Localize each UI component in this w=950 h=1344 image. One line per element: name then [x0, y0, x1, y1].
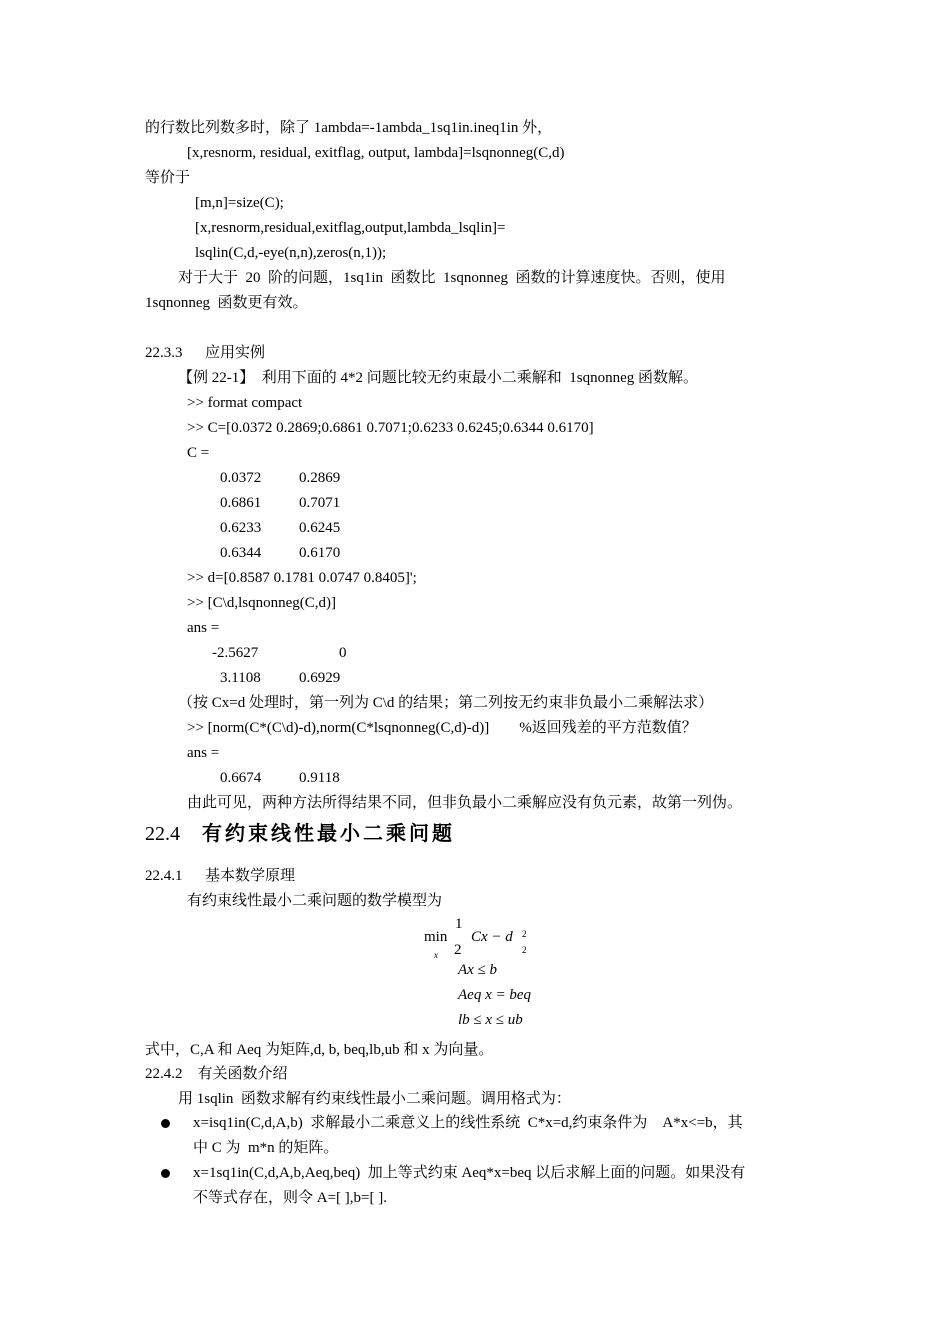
heading-title: 有约束线性最小二乘问题 [202, 823, 455, 845]
code-line: lsqlin(C,d,-eye(n,n),zeros(n,1)); [195, 245, 387, 261]
section-heading: 22.4.1 基本数学原理 [145, 868, 296, 884]
matrix-cell: -2.5627 [212, 645, 259, 661]
matrix-cell: 0.2869 [299, 470, 341, 486]
list-item-cont: 不等式存在，则令 A=[ ],b=[ ]. [193, 1190, 387, 1206]
text-line: 有约束线性最小二乘问题的数学模型为 [187, 893, 443, 909]
formula-sub: 2 [522, 945, 527, 955]
chapter-heading [145, 821, 455, 847]
list-item: x=1sq1in(C,d,A,b,Aeq,beq) 加上等式约束 Aeq*x=beq 以后求解上面的问题。如果没有 [193, 1165, 746, 1181]
matrix-cell: 0.6170 [299, 545, 341, 561]
matrix-cell: 0.6344 [220, 545, 262, 561]
text-line: 对于大于 20 阶的问题，1sq1in 函数比 1sqnonneg 函数的计算速度快。否则，使用 [178, 270, 726, 286]
list-item-cont: 中 C 为 m*n 的矩阵。 [193, 1140, 339, 1156]
text-line: 用 1sqlin 函数求解有约束线性最小二乘问题。调用格式为： [178, 1091, 571, 1107]
matrix-cell: 3.1108 [220, 670, 261, 686]
formula-constraint: Aeq x = beq [458, 987, 532, 1003]
heading-number: 22.4 [145, 823, 180, 845]
matrix-cell: 0.6245 [299, 520, 341, 536]
code-line: ans = [187, 620, 220, 636]
code-line: >> d=[0.8587 0.1781 0.0747 0.8405]'; [187, 570, 417, 586]
code-line: [m,n]=size(C); [195, 195, 284, 211]
code-line: [x,resnorm,residual,exitflag,output,lambda_lsqlin]= [195, 220, 506, 236]
code-line: >> [norm(C*(C\d)-d),norm(C*lsqnonneg(C,d)-d)] %返回残差的平方范数值？ [187, 720, 697, 736]
list-item: x=isq1in(C,d,A,b) 求解最小二乘意义上的线性系统 C*x=d,约束条件为 A*x<=b，其 [193, 1115, 743, 1131]
bullet-icon [161, 1169, 170, 1178]
code-line: ans = [187, 745, 220, 761]
code-line: >> [C\d,lsqnonneg(C,d)] [187, 595, 336, 611]
matrix-cell: 0.7071 [299, 495, 341, 511]
formula-objective: Cx − d [471, 929, 513, 945]
formula-min: min [424, 929, 448, 945]
note-line: （按 Cx=d 处理时，第一列为 C\d 的结果；第二列按无约束非负最小二乘解法求） [178, 695, 714, 711]
formula-constraint: Ax ≤ b [458, 962, 498, 978]
section-heading: 22.4.2 有关函数介绍 [145, 1066, 288, 1082]
formula-min-sub: x [434, 950, 438, 960]
formula-sup: 2 [522, 929, 527, 939]
bullet-icon [161, 1119, 170, 1128]
matrix-cell: 0.0372 [220, 470, 262, 486]
matrix-cell: 0 [339, 645, 347, 661]
formula-constraint: lb ≤ x ≤ ub [458, 1012, 523, 1028]
formula-frac-num: 1 [455, 916, 463, 932]
text-line: 1sqnonneg 函数更有效。 [145, 295, 308, 311]
section-heading: 22.3.3 应用实例 [145, 345, 266, 361]
code-line: C = [187, 445, 210, 461]
example-title: 【例 22-1】 利用下面的 4*2 问题比较无约束最小二乘解和 1sqnonneg 函数解。 [178, 370, 698, 386]
text-line: 等价于 [145, 170, 191, 186]
formula-frac-den: 2 [454, 942, 462, 958]
matrix-cell: 0.9118 [299, 770, 340, 786]
code-line: >> C=[0.0372 0.2869;0.6861 0.7071;0.6233 0.6245;0.6344 0.6170] [187, 420, 594, 436]
text-line: 式中，C,A 和 Aeq 为矩阵,d, b, beq,lb,ub 和 x 为向量。 [145, 1042, 494, 1058]
matrix-cell: 0.6929 [299, 670, 341, 686]
matrix-cell: 0.6674 [220, 770, 262, 786]
matrix-cell: 0.6861 [220, 495, 262, 511]
conclusion-line: 由此可见，两种方法所得结果不同，但非负最小二乘解应没有负元素，故第一列伪。 [187, 795, 743, 811]
code-line: [x,resnorm, residual, exitflag, output, lambda]=lsqnonneg(C,d) [187, 145, 565, 161]
matrix-cell: 0.6233 [220, 520, 262, 536]
text-line: 的行数比列数多时，除了 1ambda=-1ambda_1sq1in.ineq1in 外， [145, 120, 553, 136]
code-line: >> format compact [187, 395, 303, 411]
